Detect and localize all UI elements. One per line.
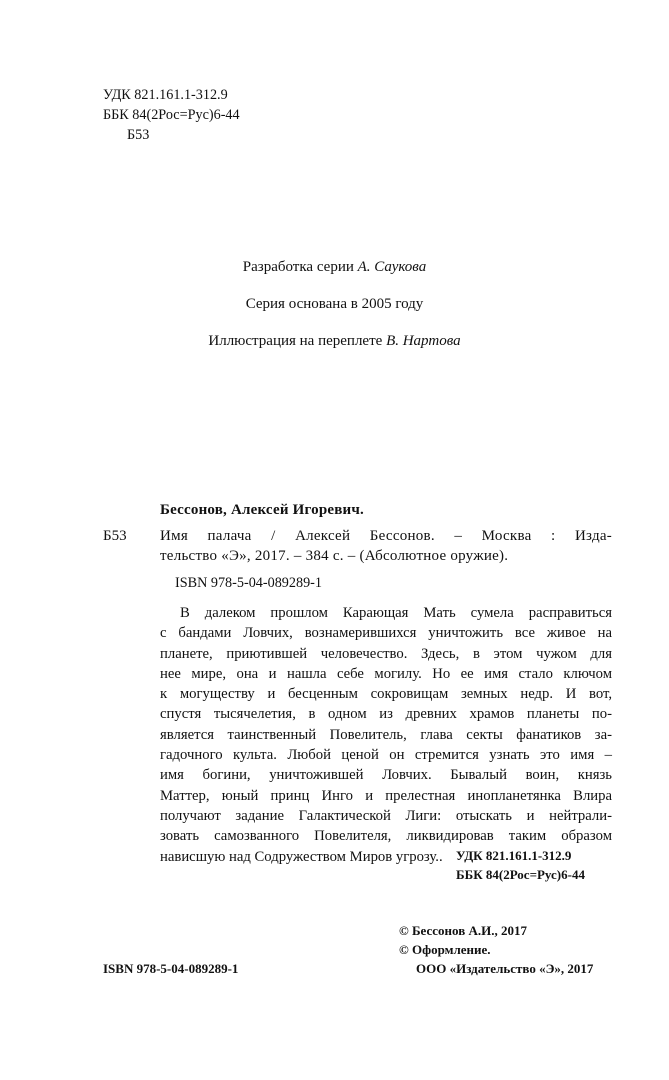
cover-illustration-credit xyxy=(0,332,669,351)
annotation-line: к могуществу и бесценным сокровищам земных недр. И вот, xyxy=(160,686,612,703)
annotation-line: Маттер, юный принц Инго и прелестная инопланетянка Влира xyxy=(160,787,612,804)
footer-bbk-code: ББК 84(2Рос=Рус)6-44 xyxy=(456,867,585,882)
copyright-design: © Оформление. xyxy=(399,942,491,957)
annotation-line: спустя тысячелетия, в одном из древних храмов планеты по- xyxy=(160,706,612,723)
annotation-line: зовать самозванного Повелителя, ликвидировав таким образом xyxy=(160,828,612,845)
author-mark: Б53 xyxy=(127,127,150,143)
illustration-name: В. Нартова xyxy=(386,333,461,349)
illustration-label: Иллюстрация на переплете xyxy=(208,333,383,349)
series-developer xyxy=(0,258,669,277)
bibliographic-author: Бессонов, Алексей Игоревич. xyxy=(160,502,364,518)
series-developer-name: А. Саукова xyxy=(357,259,427,275)
bbk-code: ББК 84(2Рос=Рус)6-44 xyxy=(103,107,240,123)
annotation-line: нависшую над Содружеством Миров угрозу.. xyxy=(160,848,443,865)
series-developer-label: Разработка серии xyxy=(242,259,354,275)
copyright-publisher: ООО «Издательство «Э», 2017 xyxy=(416,961,594,976)
annotation-line: получают задание Галактической Лиги: отыскать и нейтрали- xyxy=(160,807,612,824)
annotation-line: В далеком прошлом Карающая Мать сумела расправиться xyxy=(180,605,612,621)
annotation-line: с бандами Ловчих, вознамерившихся уничтожить все живое на xyxy=(160,625,612,642)
footer-isbn: ISBN 978-5-04-089289-1 xyxy=(103,961,239,976)
series-founded: Серия основана в 2005 году xyxy=(245,296,424,312)
bibliographic-code: Б53 xyxy=(103,528,127,544)
annotation-line: имя богини, уничтожившей Ловчих. Бывалый воин, князь xyxy=(160,767,612,784)
udk-code: УДК 821.161.1-312.9 xyxy=(103,87,228,103)
bibliographic-isbn: ISBN 978-5-04-089289-1 xyxy=(175,575,322,591)
bibliographic-description-line: тельство «Э», 2017. – 384 с. – (Абсолютное оружие). xyxy=(160,548,509,564)
annotation-line: гадочного культа. Любой ценой он стремится узнать это имя – xyxy=(160,747,612,764)
footer-udk-code: УДК 821.161.1-312.9 xyxy=(456,848,572,863)
bibliographic-description-line: Имя палача / Алексей Бессонов. – Москва : Изда- xyxy=(160,528,612,544)
annotation-line: планете, приютившей человечество. Здесь, в этом чужом для xyxy=(160,645,612,662)
copyright-author: © Бессонов А.И., 2017 xyxy=(399,923,527,938)
annotation-line: является таинственный Повелитель, глава секты фанатиков за- xyxy=(160,726,612,743)
annotation-line: нее мире, она и нашла себе могилу. Но ее имя стало ключом xyxy=(160,665,612,682)
annotation xyxy=(160,603,612,867)
